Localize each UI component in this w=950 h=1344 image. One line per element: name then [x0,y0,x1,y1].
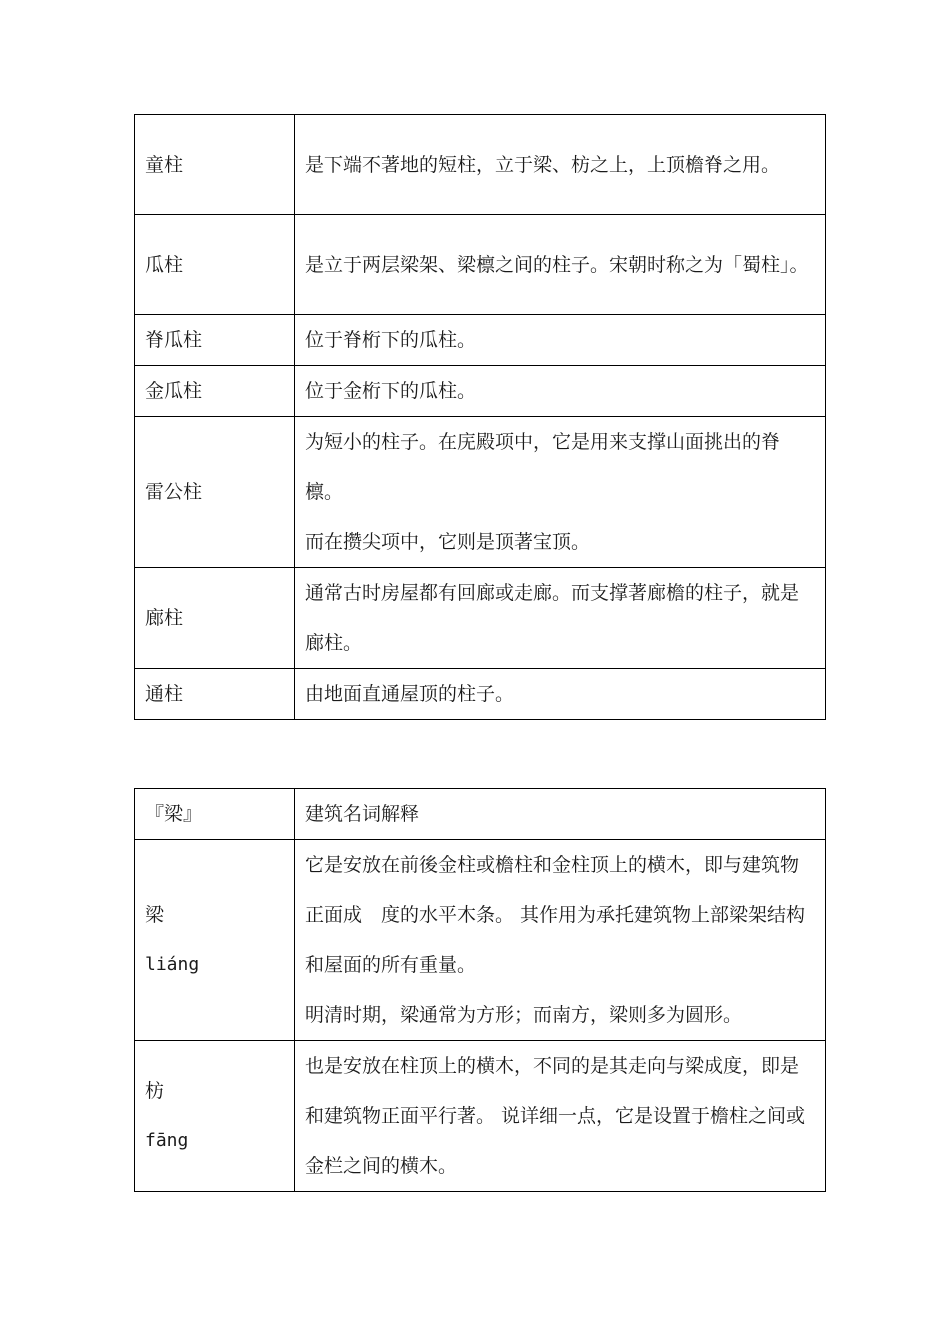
term-cell: 瓜柱 [135,215,295,315]
beam-terms-table [134,788,826,1192]
term-cell: 金瓜柱 [135,366,295,417]
definition-text: 位于脊桁下的瓜柱。 [305,329,477,351]
term-text: 枋 [145,1080,165,1102]
table-row [135,1041,826,1192]
definition-text: 位于金桁下的瓜柱。 [305,380,477,402]
header-term-cell: 『梁』 [135,789,295,840]
table-row [135,366,826,417]
term-cell [135,840,295,1041]
table-row [135,568,826,669]
definition-cell [295,417,826,568]
table-row [135,669,826,720]
definition-cell [295,1041,826,1192]
definition-text: 为短小的柱子。在庑殿项中，它是用来支撑山面挑出的脊檩。 [305,431,781,503]
definition-text: 而在攒尖项中，它则是顶著宝顶。 [305,531,591,553]
definition-text: 也是安放在柱顶上的横木，不同的是其走向与梁成度，即是和建筑物正面平行著。 说详细一点，它是设置于檐柱之间或金栏之间的横木。 [305,1055,806,1177]
term-cell [135,1041,295,1192]
table-row [135,215,826,315]
column-terms-table [134,114,826,720]
definition-text: 它是安放在前後金柱或檐柱和金柱顶上的横木，即与建筑物正面成 度的水平木条。 其作用为承托建筑物上部梁架结构和屋面的所有重量。 [305,854,806,976]
term-pinyin: fāng [145,1130,189,1151]
term-cell: 廊柱 [135,568,295,669]
table-row [135,840,826,1041]
definition-text: 通常古时房屋都有回廊或走廊。而支撑著廊檐的柱子，就是廊柱。 [305,582,800,654]
table-row [135,417,826,568]
term-pinyin: liáng [145,954,200,975]
definition-text: 由地面直通屋顶的柱子。 [305,683,515,705]
term-cell: 雷公柱 [135,417,295,568]
definition-cell [295,215,826,315]
definition-cell [295,115,826,215]
term-text: 梁 [145,904,165,926]
definition-cell [295,840,826,1041]
term-cell: 童柱 [135,115,295,215]
table-row [135,115,826,215]
term-cell: 脊瓜柱 [135,315,295,366]
table-header-row [135,789,826,840]
definition-text: 是下端不著地的短柱，立于梁、枋之上，上顶檐脊之用。 [305,153,781,176]
definition-cell [295,568,826,669]
definition-cell [295,315,826,366]
definition-cell [295,366,826,417]
table-row [135,315,826,366]
definition-text: 明清时期，梁通常为方形；而南方，梁则多为圆形。 [305,1004,743,1026]
definition-text: 是立于两层梁架、梁檩之间的柱子。宋朝时称之为「蜀柱」。 [305,253,809,276]
header-definition-cell: 建筑名词解释 [295,789,826,840]
definition-cell [295,669,826,720]
term-cell: 通柱 [135,669,295,720]
